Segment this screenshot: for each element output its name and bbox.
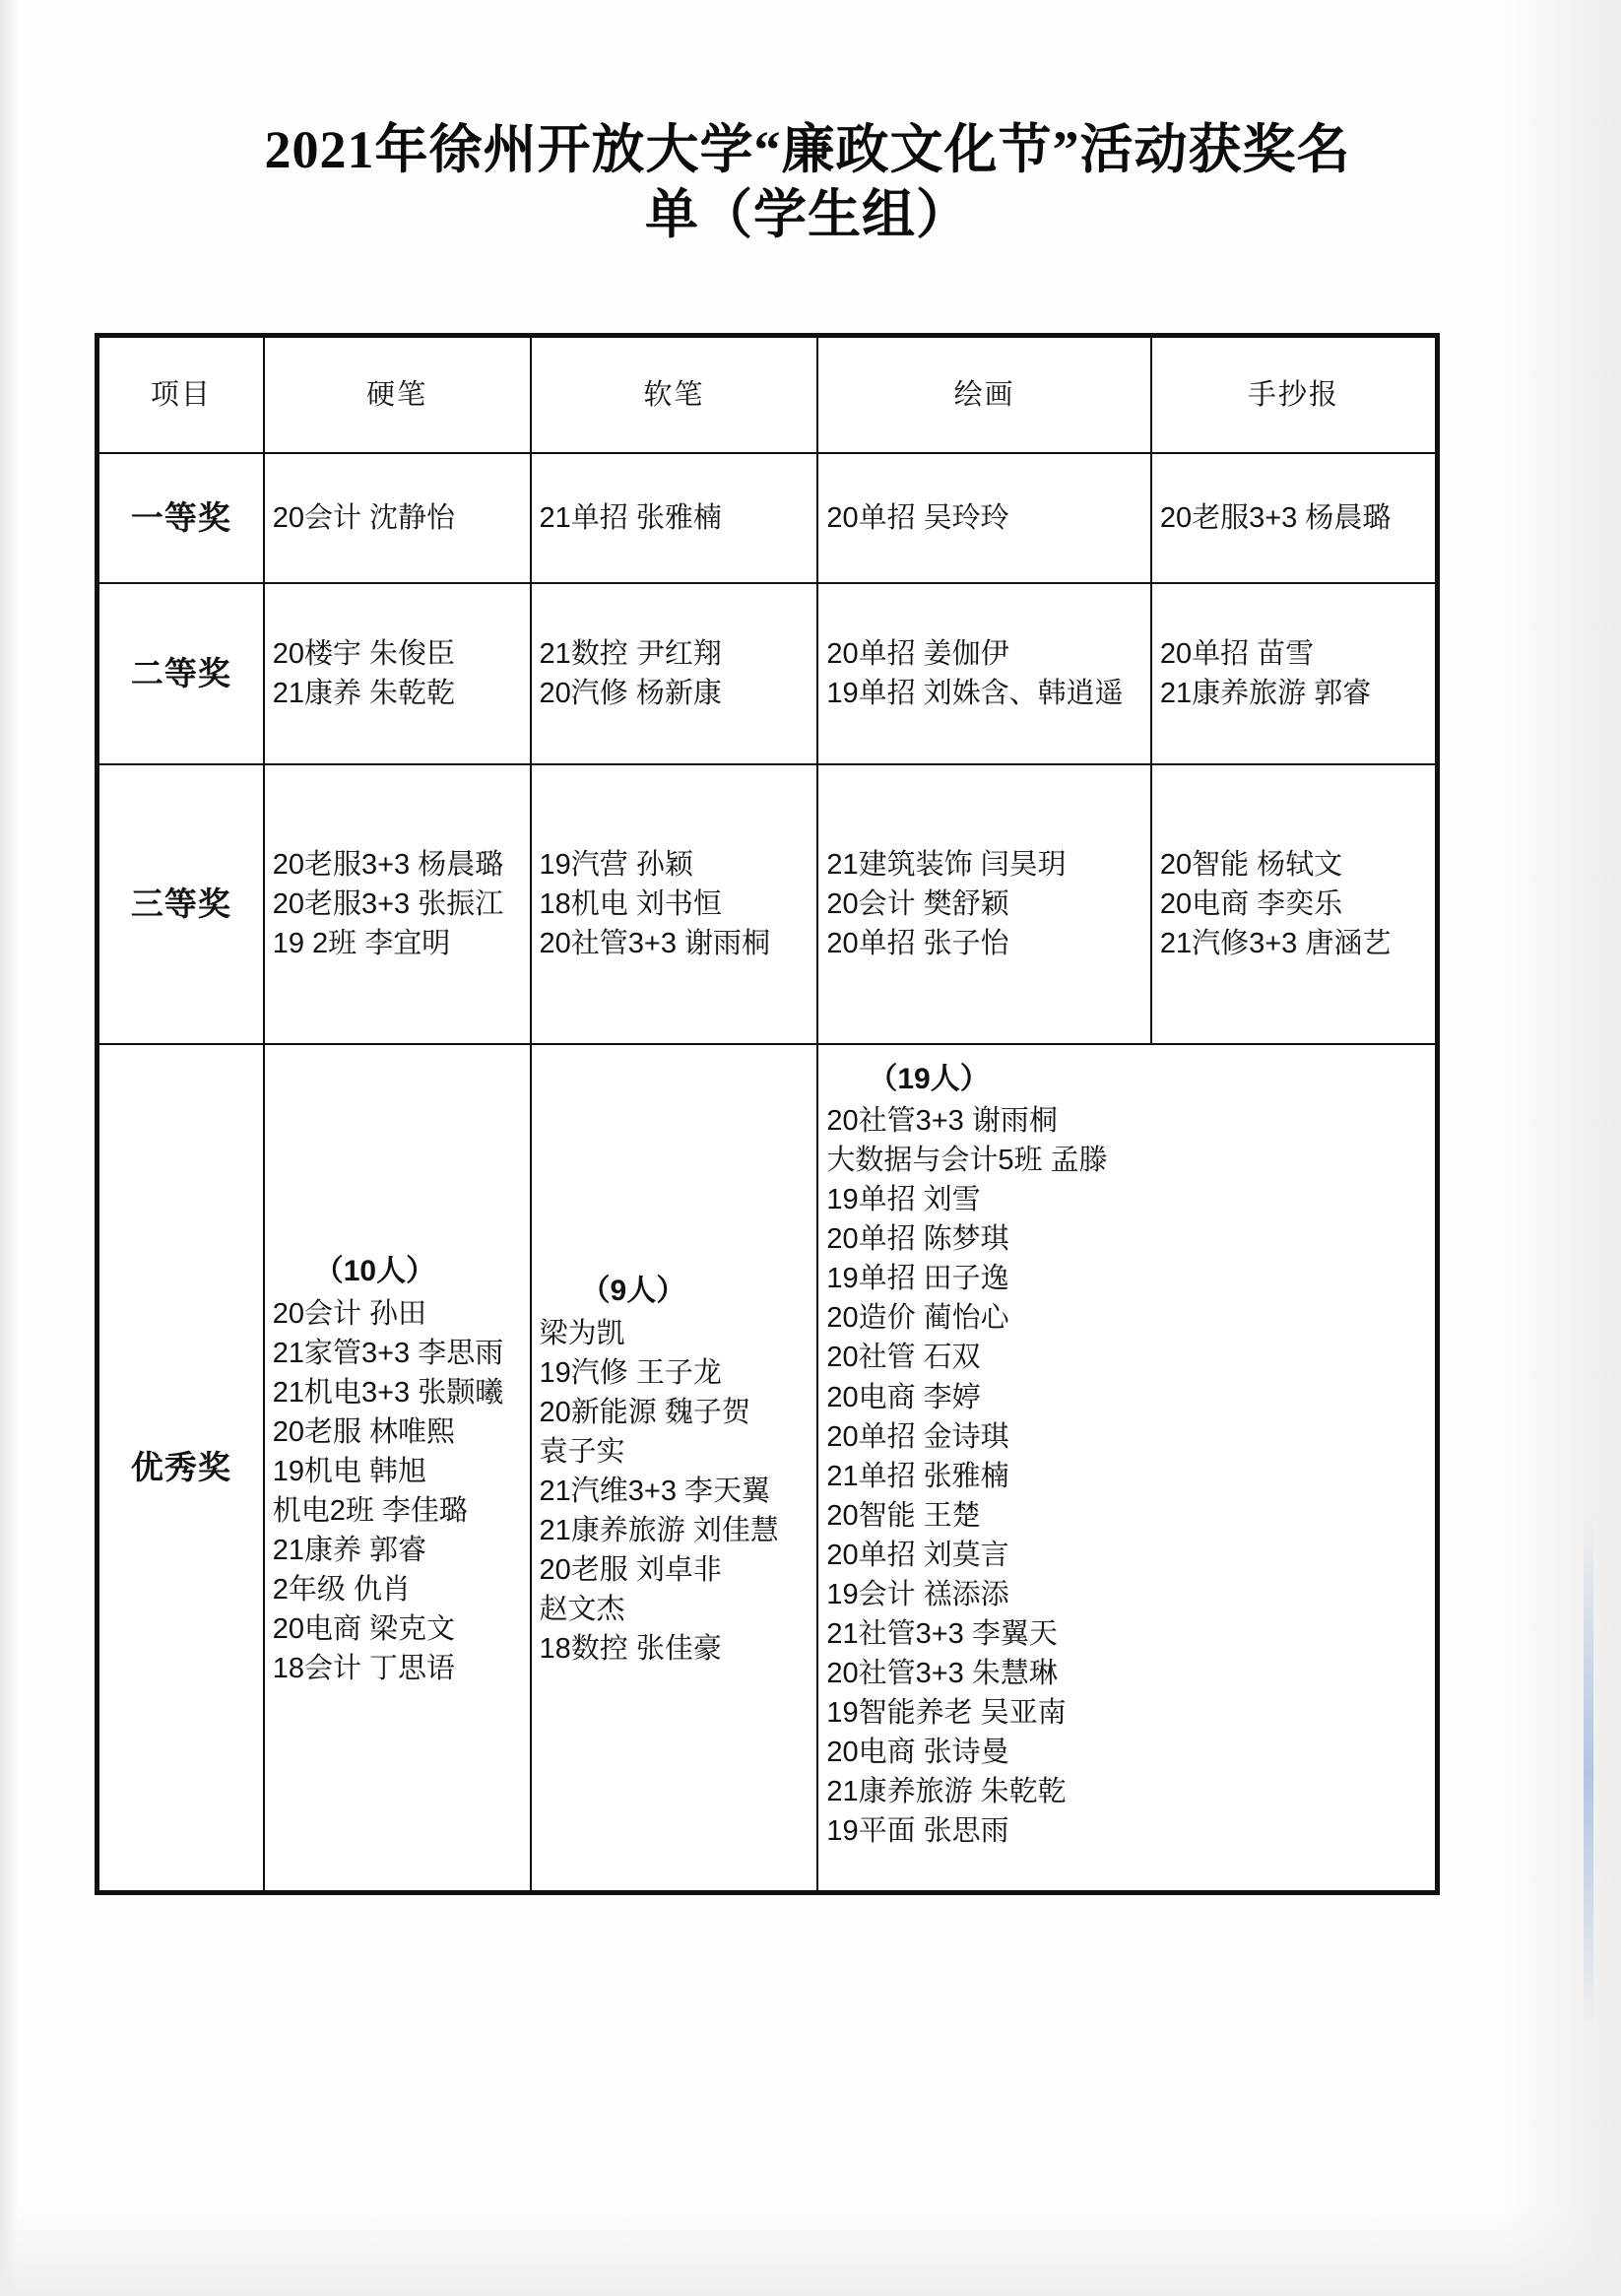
cell-second-prize-soft-pen (531, 583, 818, 764)
winner-entry: 21机电3+3 张颢曦 (272, 1376, 504, 1409)
cell-second-prize-hard-pen (264, 583, 531, 764)
winner-entry: 20社管 石双 (826, 1342, 981, 1374)
winner-entry: 21单招 张雅楠 (826, 1460, 1009, 1492)
winner-entry: 21社管3+3 李翼天 (826, 1617, 1058, 1650)
winner-entry: 20单招 陈梦琪 (826, 1223, 1009, 1256)
winner-entry: 20单招 吴玲玲 (826, 501, 1009, 534)
winner-entry: 21建筑装饰 闫昊玥 (826, 848, 1067, 881)
cell-third-prize-handwritten-paper (1151, 764, 1438, 1044)
winner-entry: 20楼宇 朱俊臣 (272, 637, 456, 670)
winner-entry: 21康养旅游 朱乾乾 (826, 1775, 1067, 1807)
winner-entry: 20造价 蔺怡心 (826, 1302, 1009, 1335)
page-title-line-2: 单（学生组） (645, 184, 970, 244)
participant-count: （9人） (580, 1275, 686, 1308)
winner-entry: 袁子实 (539, 1435, 625, 1468)
winner-entry: 20电商 李婷 (826, 1381, 981, 1413)
table-header (97, 336, 1438, 454)
winner-entry: 20新能源 魏子贺 (539, 1396, 750, 1428)
winner-entry: 19机电 韩旭 (272, 1455, 427, 1487)
winner-entry: 20单招 刘莫言 (826, 1539, 1009, 1571)
winner-entry: 2年级 仇肖 (272, 1573, 411, 1606)
winner-entry: 20老服3+3 杨晨璐 (272, 848, 504, 881)
winner-entry: 19平面 张思雨 (826, 1814, 1009, 1847)
winner-entry: 20老服 林唯熙 (272, 1415, 456, 1448)
row-label-first-prize: 一等奖 (97, 453, 264, 583)
table-body (97, 453, 1438, 1893)
winner-entry: 20老服 刘卓非 (539, 1553, 722, 1586)
winner-entry: 20汽修 杨新康 (539, 678, 722, 709)
table-row-third-prize (97, 764, 1438, 1044)
winner-entry: 18数控 张佳豪 (539, 1632, 722, 1665)
winner-entry: 梁为凯 (539, 1317, 625, 1349)
row-label-excellence-award: 优秀奖 (97, 1044, 264, 1893)
winner-entry: 20老服3+3 张振江 (272, 887, 504, 920)
winner-entry: 19汽营 孙颖 (539, 848, 693, 881)
winner-entry: 20单招 张子怡 (826, 928, 1009, 959)
winner-entry: 21单招 张雅楠 (539, 501, 722, 534)
winner-entry: 20单招 苗雪 (1159, 637, 1315, 670)
winner-entry: 20会计 樊舒颖 (826, 887, 1009, 920)
cell-excellence-soft-pen (531, 1044, 818, 1893)
table-row-first-prize (97, 453, 1438, 583)
winner-entry: 20智能 杨轼文 (1159, 848, 1343, 881)
winner-entry: 机电2班 李佳璐 (272, 1494, 468, 1527)
winner-entry: 19单招 刘雪 (826, 1184, 981, 1216)
winner-entry: 20老服3+3 杨晨璐 (1159, 501, 1392, 534)
winner-entry: 21家管3+3 李思雨 (272, 1337, 504, 1369)
winner-entry: 21汽维3+3 李天翼 (539, 1475, 771, 1507)
winner-entry: 21康养旅游 郭睿 (1159, 678, 1372, 709)
table-row-excellence-award (97, 1044, 1438, 1893)
cell-first-prize-handwritten-paper (1151, 453, 1438, 583)
column-header-category: 项目 (97, 336, 264, 454)
page-title (118, 118, 1497, 248)
column-header-soft-pen: 软笔 (531, 336, 818, 454)
winner-entry: 20会计 孙田 (272, 1297, 427, 1330)
page-title-line-1: 2021年徐州开放大学“廉政文化节”活动获奖名 (264, 120, 1351, 179)
cell-third-prize-painting (817, 764, 1150, 1044)
winner-entry: 20社管3+3 朱慧琳 (826, 1657, 1058, 1689)
cell-excellence-hard-pen (264, 1044, 531, 1893)
award-results-table (95, 333, 1440, 1895)
winner-entry: 21康养 朱乾乾 (272, 678, 456, 709)
winner-entry: 20单招 金诗琪 (826, 1420, 1009, 1453)
winner-entry: 20智能 王楚 (826, 1499, 981, 1532)
winner-entry: 18机电 刘书恒 (539, 887, 722, 920)
table-header-row (97, 336, 1438, 454)
cell-first-prize-painting (817, 453, 1150, 583)
winner-entry: 19单招 田子逸 (826, 1263, 1009, 1295)
row-label-third-prize: 三等奖 (97, 764, 264, 1044)
cell-second-prize-painting (817, 583, 1150, 764)
winner-entry: 20单招 姜伽伊 (826, 637, 1009, 670)
winner-entry: 19会计 禚添添 (826, 1578, 1009, 1610)
winner-entry: 20电商 梁克文 (272, 1612, 456, 1645)
winner-entry: 21康养旅游 刘佳慧 (539, 1514, 779, 1546)
winner-entry: 20社管3+3 谢雨桐 (539, 928, 771, 959)
winner-entry: 20电商 李奕乐 (1159, 887, 1343, 920)
winner-entry: 21数控 尹红翔 (539, 637, 722, 670)
winner-entry: 19 2班 李宜明 (272, 928, 451, 959)
winner-entry: 18会计 丁思语 (272, 1652, 456, 1684)
winner-entry: 19单招 刘姝含、韩逍遥 (826, 678, 1124, 709)
table-row-second-prize (97, 583, 1438, 764)
winner-entry: 19汽修 王子龙 (539, 1356, 722, 1389)
winner-entry: 21汽修3+3 唐涵艺 (1159, 928, 1392, 959)
cell-second-prize-handwritten-paper (1151, 583, 1438, 764)
column-header-hard-pen: 硬笔 (264, 336, 531, 454)
cell-excellence-painting (817, 1044, 1437, 1893)
row-label-second-prize: 二等奖 (97, 583, 264, 764)
winner-entry: 21康养 郭睿 (272, 1534, 427, 1566)
cell-first-prize-hard-pen (264, 453, 531, 583)
winner-entry: 20社管3+3 谢雨桐 (826, 1105, 1058, 1138)
cell-first-prize-soft-pen (531, 453, 818, 583)
cell-third-prize-soft-pen (531, 764, 818, 1044)
participant-count: （19人） (868, 1063, 990, 1095)
cell-third-prize-hard-pen (264, 764, 531, 1044)
column-header-handwritten-paper: 手抄报 (1151, 336, 1438, 454)
winner-entry: 赵文杰 (539, 1593, 625, 1625)
winner-entry: 20电商 张诗曼 (826, 1736, 1009, 1768)
column-header-painting: 绘画 (817, 336, 1150, 454)
winner-entry: 20会计 沈静怡 (272, 501, 456, 534)
winner-entry: 大数据与会计5班 孟滕 (826, 1145, 1108, 1177)
participant-count: （10人） (313, 1255, 436, 1288)
winner-entry: 19智能养老 吴亚南 (826, 1696, 1067, 1729)
